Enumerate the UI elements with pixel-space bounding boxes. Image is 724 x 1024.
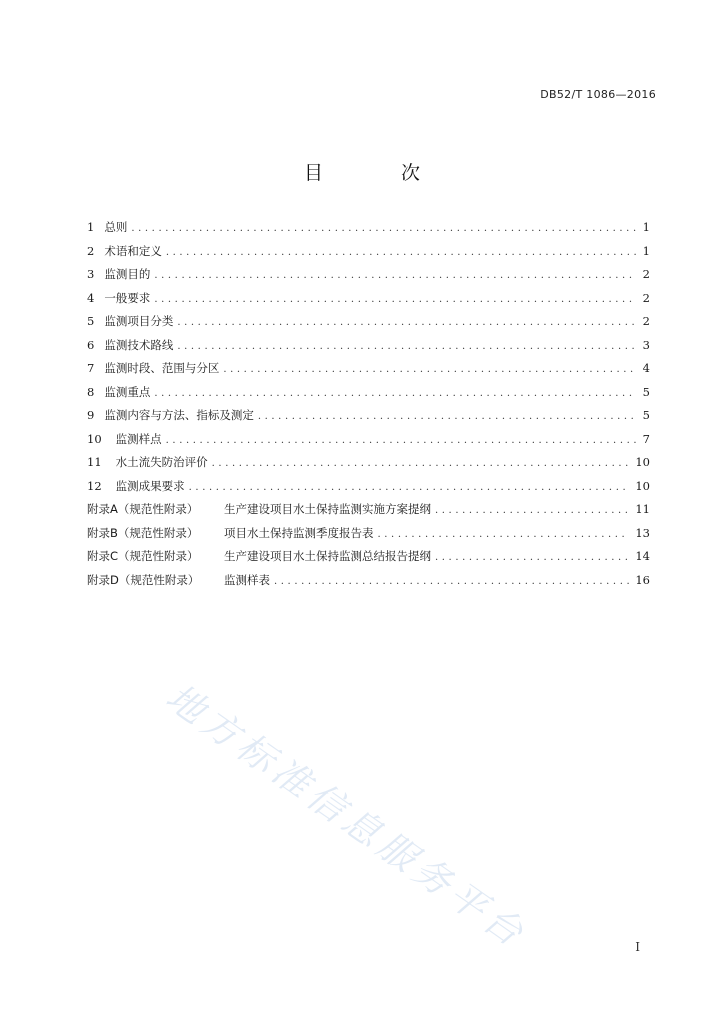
appendix-label: 附录D（规范性附录） [87, 572, 200, 587]
toc-entry-number: 1 [87, 220, 95, 234]
toc-entry-label: 监测内容与方法、指标及测定 [104, 408, 254, 422]
toc-entry-page: 16 [635, 572, 650, 587]
toc-entry-label: 水土流失防治评价 [115, 455, 208, 469]
toc-entry-page: 2 [642, 314, 650, 328]
toc-appendix-entry[interactable] [87, 522, 650, 546]
leader-dots [189, 476, 630, 500]
leader-dots [154, 264, 636, 288]
toc-entry-number: 2 [87, 243, 95, 258]
toc-entry[interactable] [87, 287, 650, 311]
toc-entry[interactable] [87, 451, 650, 475]
toc-entry-number: 10 [87, 431, 102, 446]
leader-dots [274, 570, 629, 594]
toc-entry[interactable] [87, 404, 650, 428]
toc-appendix-entry[interactable] [87, 569, 650, 593]
toc-entry-number: 8 [87, 384, 95, 399]
leader-dots [435, 546, 629, 570]
toc-entry-number: 5 [87, 314, 95, 328]
appendix-title: 项目水土保持监测季度报告表 [224, 525, 374, 540]
toc-entry[interactable] [87, 216, 650, 240]
toc-entry-page: 1 [642, 243, 650, 258]
toc-entry[interactable] [87, 357, 650, 381]
leader-dots [177, 335, 636, 359]
leader-dots [154, 382, 636, 406]
toc-entry-page: 10 [635, 478, 650, 493]
toc-entry-number: 11 [87, 455, 102, 469]
leader-dots [435, 499, 629, 523]
toc-entry-number: 6 [87, 337, 95, 352]
toc-entry-label: 监测技术路线 [104, 337, 174, 352]
toc-entry-label: 监测样点 [115, 431, 162, 446]
toc-entry-page: 4 [642, 361, 650, 375]
toc-entry-page: 14 [635, 549, 650, 563]
appendix-title: 监测样表 [224, 572, 270, 587]
appendix-label: 附录C（规范性附录） [87, 549, 199, 563]
leader-dots [223, 358, 636, 382]
toc-entry-page: 2 [642, 267, 650, 281]
table-of-contents [87, 216, 650, 592]
toc-entry-number: 9 [87, 408, 95, 422]
toc-entry[interactable] [87, 310, 650, 334]
toc-entry[interactable] [87, 240, 650, 264]
toc-entry[interactable] [87, 475, 650, 499]
toc-entry-label: 监测项目分类 [104, 314, 174, 328]
toc-entry-page: 10 [635, 455, 650, 469]
toc-entry-label: 监测重点 [104, 384, 151, 399]
toc-entry-page: 3 [642, 337, 650, 352]
leader-dots [154, 288, 636, 312]
toc-entry-label: 一般要求 [104, 290, 151, 305]
appendix-title: 生产建设项目水土保持监测总结报告提纲 [224, 549, 431, 563]
toc-entry-label: 术语和定义 [104, 243, 162, 258]
toc-entry-page: 2 [642, 290, 650, 305]
toc-entry-page: 7 [642, 431, 650, 446]
toc-title: 目 次 [303, 162, 457, 184]
toc-entry-label: 监测成果要求 [115, 478, 185, 493]
leader-dots [177, 311, 636, 335]
toc-entry-number: 12 [87, 478, 102, 493]
standard-code: DB52/T 1086—2016 [540, 88, 656, 101]
leader-dots [166, 241, 636, 265]
toc-entry[interactable] [87, 381, 650, 405]
leader-dots [131, 217, 636, 241]
watermark-text: 地方标准信息服务平台 [158, 675, 536, 958]
toc-entry-label: 总则 [104, 220, 128, 234]
appendix-title: 生产建设项目水土保持监测实施方案提纲 [224, 502, 431, 516]
toc-entry-label: 监测目的 [104, 267, 151, 281]
leader-dots [212, 452, 630, 476]
appendix-label: 附录A（规范性附录） [87, 502, 199, 516]
toc-entry-number: 4 [87, 290, 95, 305]
toc-entry-page: 1 [642, 220, 650, 234]
leader-dots [258, 405, 636, 429]
page-number: I [635, 940, 640, 954]
toc-entry[interactable] [87, 263, 650, 287]
toc-appendix-entry[interactable] [87, 498, 650, 522]
toc-entry-number: 7 [87, 361, 95, 375]
leader-dots [166, 429, 636, 453]
leader-dots [378, 523, 630, 547]
toc-entry-number: 3 [87, 267, 95, 281]
toc-entry-page: 5 [642, 408, 650, 422]
toc-entry-page: 11 [635, 502, 650, 516]
toc-entry[interactable] [87, 334, 650, 358]
toc-entry-page: 5 [642, 384, 650, 399]
toc-entry[interactable] [87, 428, 650, 452]
toc-entry-label: 监测时段、范围与分区 [104, 361, 220, 375]
toc-appendix-entry[interactable] [87, 545, 650, 569]
toc-entry-page: 13 [635, 525, 650, 540]
appendix-label: 附录B（规范性附录） [87, 525, 199, 540]
